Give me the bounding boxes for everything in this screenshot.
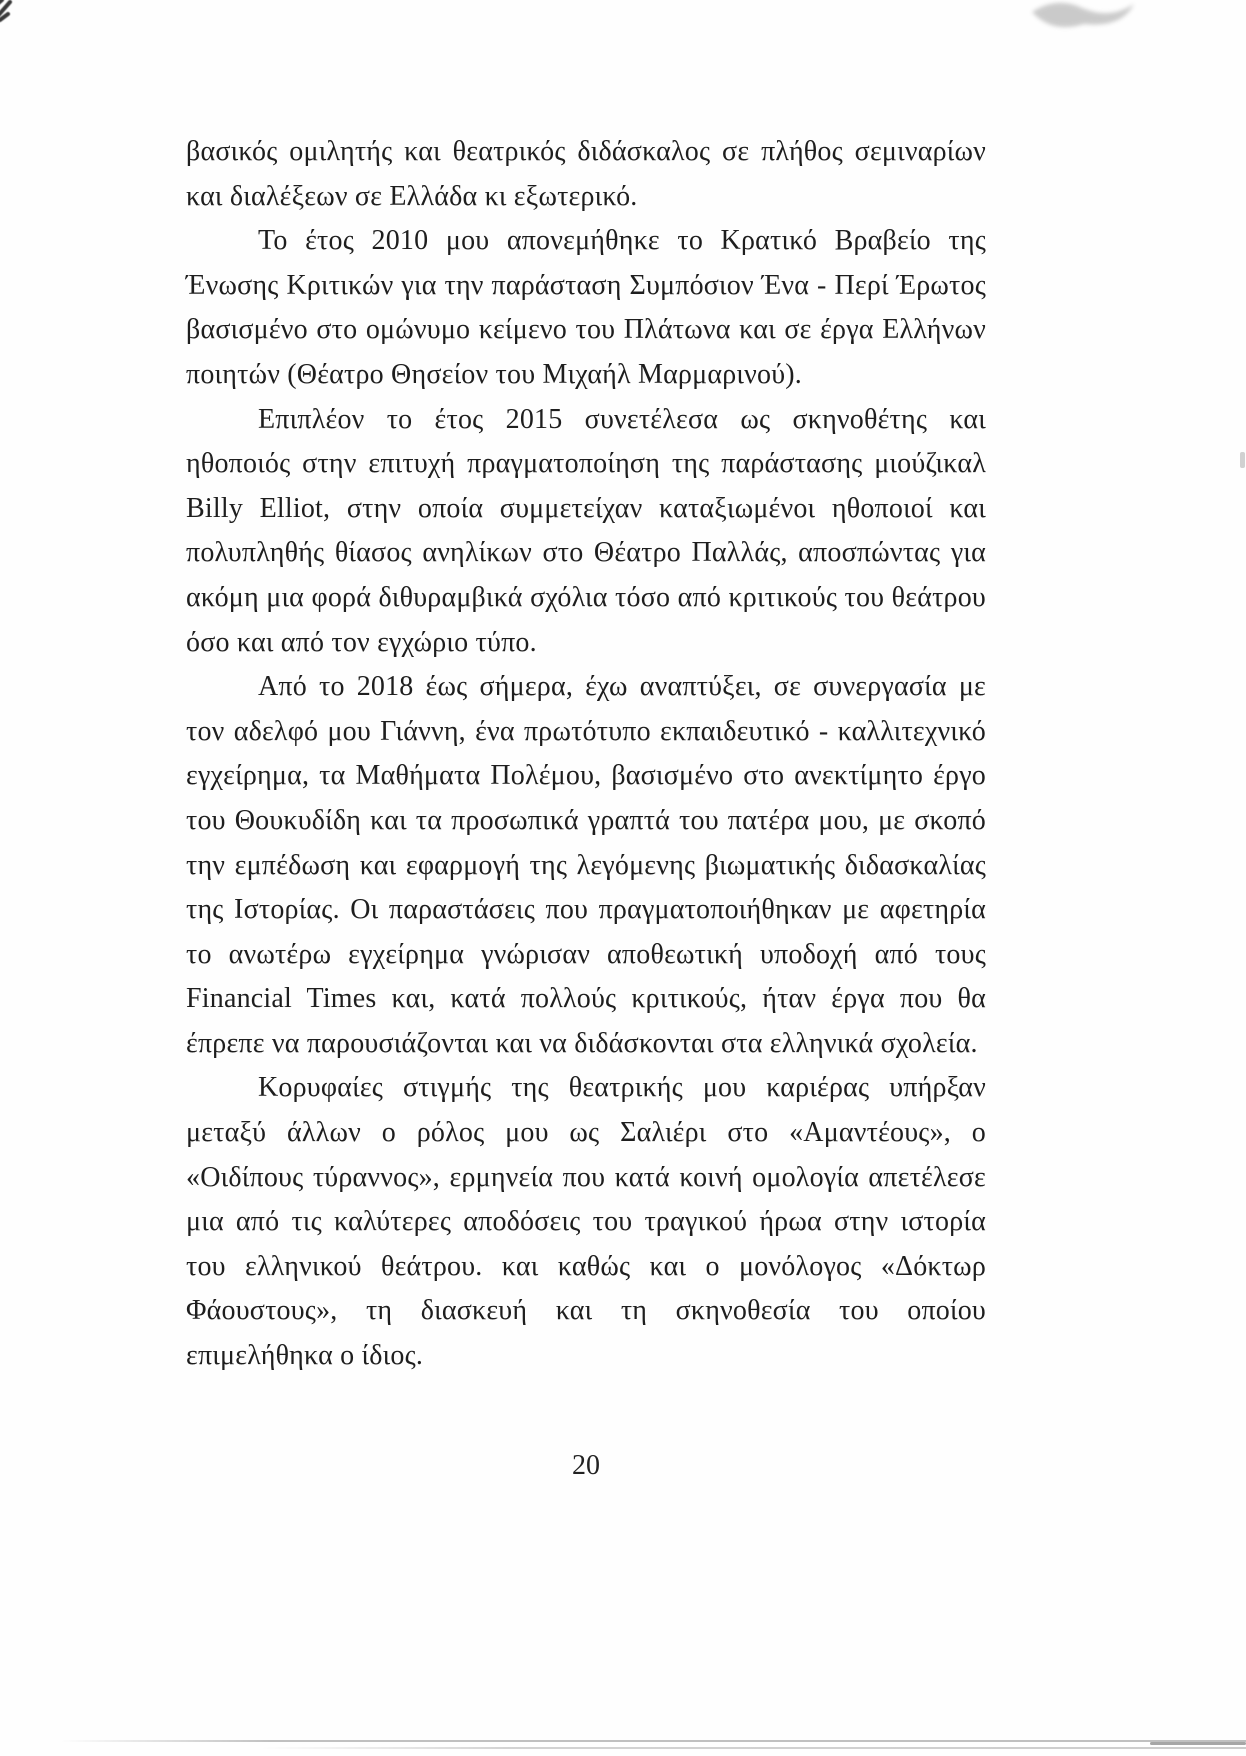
scan-artifact-smudge <box>1022 0 1142 42</box>
paragraph: Κορυφαίες στιγμής της θεατρικής μου καριέρας υπήρξαν μεταξύ άλλων ο ρόλος μου ως Σαλιέρι στο «Αμαντέους», ο «Οιδίπους τύραννος», ερμηνεία που κατά κοινή ομολογία απετέλεσε μια από τις καλύτερες αποδόσεις του τραγικού ήρωα στην ιστορία του ελληνικού θεάτρου. και καθώς και ο μονόλογος «Δόκτωρ Φάουστους», τη διασκευή και τη σκηνοθεσία του οποίου επιμελήθηκα ο ίδιος. <box>186 1072 986 1372</box>
scan-artifact-edge-tick <box>1240 452 1245 468</box>
paragraph: Από το 2018 έως σήμερα, έχω αναπτύξει, σε συνεργασία με τον αδελφό μου Γιάννη, ένα πρωτότυπο εκπαιδευτικό - καλλιτεχνικό εγχείρημα, τα Μαθήματα Πολέμου, βασισμένο στο ανεκτίμητο έργο του Θουκυδίδη και τα προσωπικά γραπτά του πατέρα μου, με σκοπό την εμπέδωση και εφαρμογή της λεγόμενης βιωματικής διδασκαλίας της Ιστορίας. Οι παραστάσεις που πραγματοποιήθηκαν με αφετηρία το ανωτέρω εγχείρημα γνώρισαν αποθεωτική υποδοχή από τους Financial Times και, κατά πολλούς κριτικούς, ήταν έργα που θα έπρεπε να παρουσιάζονται και να διδάσκονται στα ελληνικά σχολεία. <box>186 671 986 1059</box>
body-text <box>186 130 986 1379</box>
paragraph: Το έτος 2010 μου απονεμήθηκε το Κρατικό Βραβείο της Ένωσης Κριτικών για την παράσταση Συμπόσιον Ένα - Περί Έρωτος βασισμένο στο ομώνυμο κείμενο του Πλάτωνα και σε έργα Ελλήνων ποιητών (Θέατρο Θησείον του Μιχαήλ Μαρμαρινού). <box>186 225 986 390</box>
scan-artifact-bottom-edge <box>1150 1742 1246 1745</box>
scan-artifact-bottom-line <box>260 1747 1246 1749</box>
scan-artifact-corner-mark <box>0 0 36 26</box>
paragraph: βασικός ομιλητής και θεατρικός διδάσκαλος σε πλήθος σεμιναρίων και διαλέξεων σε Ελλάδα κι εξωτερικό. <box>186 136 986 212</box>
scan-artifact-bottom-line <box>60 1740 1246 1742</box>
paragraph: Επιπλέον το έτος 2015 συνετέλεσα ως σκηνοθέτης και ηθοποιός στην επιτυχή πραγματοποίηση της παράστασης μιούζικαλ Billy Elliot, στην οποία συμμετείχαν καταξιωμένοι ηθοποιοί και πολυπληθής θίασος ανηλίκων στο Θέατρο Παλλάς, αποσπώντας για ακόμη μια φορά διθυραμβικά σχόλια τόσο από κριτικούς του θεάτρου όσο και από τον εγχώριο τύπο. <box>186 403 986 658</box>
page-number: 20 <box>572 1450 600 1481</box>
